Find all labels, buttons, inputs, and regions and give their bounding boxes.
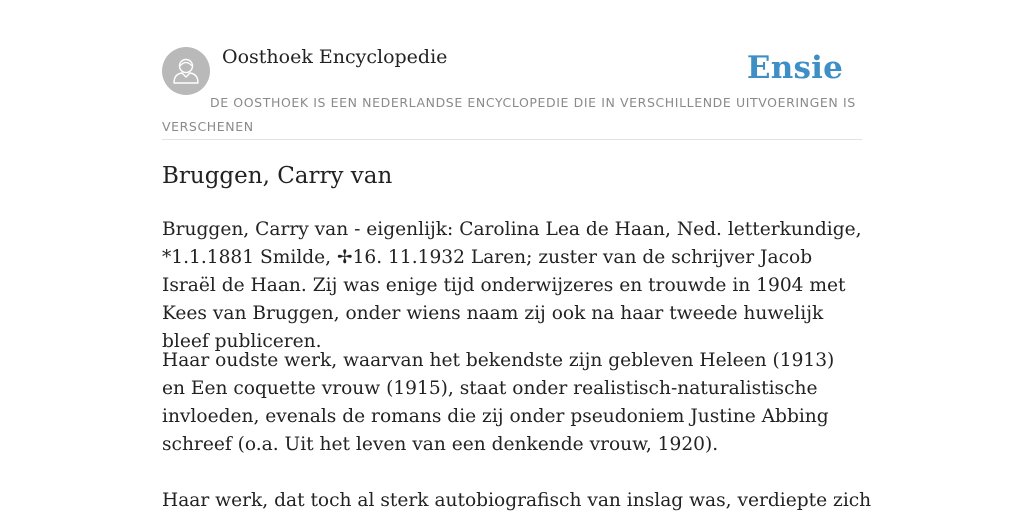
user-icon: [162, 47, 210, 95]
site-tagline: DE OOSTHOEK IS EEN NEDERLANDSE ENCYCLOPEDIE DIE IN VERSCHILLENDE UITVOERINGEN IS VERSCHENEN: [162, 95, 856, 134]
ensie-logo[interactable]: Ensie: [746, 50, 843, 86]
article-title: Bruggen, Carry van: [162, 163, 393, 189]
page-content: [162, 0, 872, 511]
article-paragraph: Haar oudste werk, waarvan het bekendste zijn gebleven Heleen (1913) en Een coquette vrouw (1915), staat onder realistisch-naturalistische invloeden, evenals de romans die zij onder pseudoniem Justine Abbing schreef (o.a. Uit het leven van een denkende vrouw, 1920).: [162, 350, 835, 455]
site-header: [162, 0, 862, 140]
site-avatar[interactable]: [162, 47, 210, 95]
article-paragraph: Haar werk, dat toch al sterk autobiografisch van inslag was, verdiepte zich: [162, 490, 872, 511]
article-paragraph: Bruggen, Carry van - eigenlijk: Carolina Lea de Haan, Ned. letterkundige, *1.1.1881 Smilde, ✢16. 11.1932 Laren; zuster van de schrijver Jacob Israël de Haan. Zij was enige tijd onderwijzeres en trouwde in 1904 met Kees van Bruggen, onder wiens naam zij ook na haar tweede huwelijk bleef publiceren.: [162, 219, 862, 352]
site-name-link[interactable]: Oosthoek Encyclopedie: [222, 46, 448, 68]
